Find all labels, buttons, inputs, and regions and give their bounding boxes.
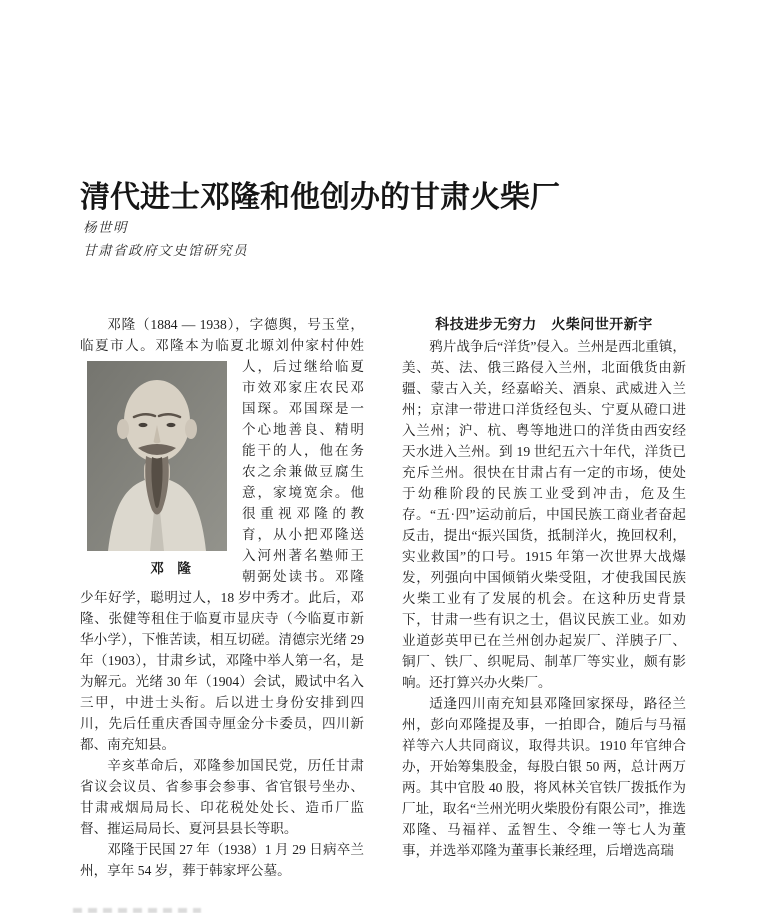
author-name: 杨世明 xyxy=(83,220,128,235)
history-paragraph-1: 鸦片战争后“洋货”侵入。兰州是西北重镇，美、英、法、俄三路侵入兰州，北面俄货由新疆、蒙古入关，经嘉峪关、酒泉、武威进入兰州；京津一带进口洋货经包头、宁夏从磴口进入兰州；沪、杭、粤等地进口的洋货由西安经天水进入兰州。到 19 世纪五六十年代，洋货已充斥兰州。很快在甘肃占有一定的市场，使处于幼稚阶段的民族工业受到冲击，危及生存。“五·四”运动前后，中国民族工商业者奋起反击，提出“振兴国货，抵制洋火，挽回权利，实业救国”的口号。1915 年第一次世界大战爆发，列强向中国倾销火柴受阻，才使我国民族火柴工业有了发展的机会。在这种历史背景下，甘肃一些有识之士，倡议民族工业。如劝业道彭英甲已在兰州创办起炭厂、洋胰子厂、铜厂、铁厂、织呢局、制革厂等实业，颇有影响。还打算兴办火柴厂。 xyxy=(402,339,686,690)
portrait-figure xyxy=(87,361,227,579)
bio-paragraph-2: 辛亥革命后，邓隆参加国民党，历任甘肃省议会议员、省参事会参事、省官银号坐办、甘肃戒烟局局长、印花税处处长、造币厂监督、摧运局局长、夏河县县长等职。 xyxy=(80,758,364,836)
author-affiliation: 甘肃省政府文史馆研究员 xyxy=(83,243,248,258)
section-heading: 科技进步无穷力 火柴问世开新宇 xyxy=(435,316,653,332)
page-title: 清代进士邓隆和他创办的甘肃火柴厂 xyxy=(80,181,560,215)
history-paragraph-2: 适逢四川南充知县邓隆回家探母，路径兰州，彭向邓隆提及事，一拍即合，随后与马福祥等六人共同商议，取得共识。1910 年官绅合办，开始筹集股金，每股白银 50 两，总计两万两。其中官股 40 股，将风林关官铁厂拨抵作为厂址，取名“兰州光明火柴股份有限公司”，推选邓隆、马福祥、孟智生、令维一等七人为董事，并选举邓隆为董事长兼经理，后增选高瑞 xyxy=(402,696,686,858)
page-bottom-cutoff-text xyxy=(73,908,201,913)
bio-paragraph-1 xyxy=(80,314,364,755)
bio-text-before-photo: 邓隆（1884 — 1938），字德舆，号玉堂，临夏市人。邓隆本为临夏北塬刘仲家村仲姓人，后 xyxy=(80,317,364,374)
portrait-photo xyxy=(87,361,227,551)
right-column xyxy=(402,314,686,881)
left-column xyxy=(80,314,364,881)
author-block xyxy=(83,216,248,262)
portrait-caption: 邓 隆 xyxy=(150,561,191,576)
bio-paragraph-3: 邓隆于民国 27 年（1938）1 月 29 日病卒兰州，享年 54 岁，葬于韩家坪公墓。 xyxy=(80,842,364,878)
portrait-photo-illustration xyxy=(87,361,227,551)
bio-text-after-photo: 过继给临夏市效邓家庄农民邓国琛。邓国琛是一个心地善良、精明能干的人，他在务农之余兼做豆腐生意，家境宽余。他很重视邓隆的教育，从小把邓隆送入河州著名塾师王朝弼处读书。邓隆少年好学，聪明过人，18 岁中秀才。此后，邓隆、张健等租住于临夏市显庆寺（今临夏市新华小学），下惟苦读，相互切磋。清德宗光绪 29 年（1903），甘肃乡试，邓隆中举人第一名，是为解元。光绪 30 年（1904）会试，殿试中名入三甲，中进士头衔。后以进士身份安排到四川，先后任重庆香国寺厘金分卡委员，四川新都、南充知县。 xyxy=(80,359,365,752)
article-body xyxy=(80,314,686,881)
